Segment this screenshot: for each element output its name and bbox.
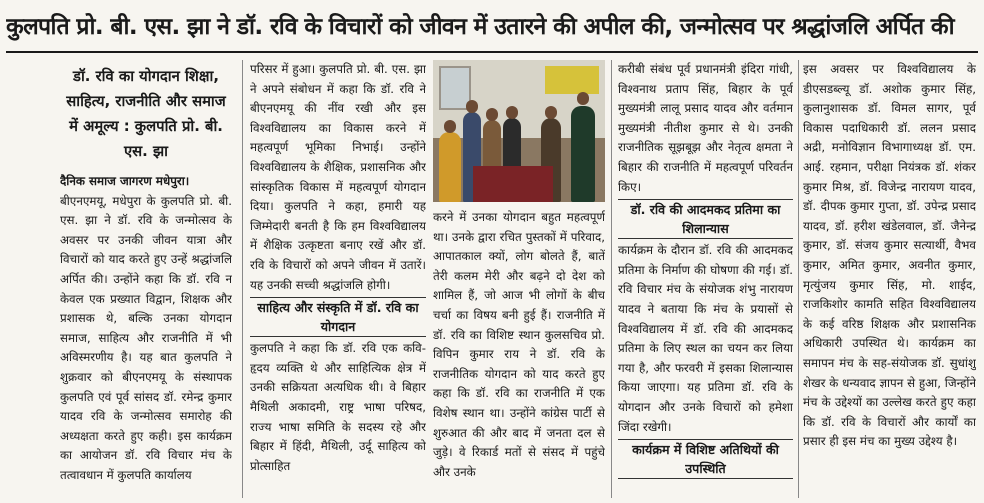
column-5 — [803, 60, 976, 500]
person-4-head — [506, 106, 518, 119]
column-4-subhead-2: कार्यक्रम में विशिष्ट अतिथियों की उपस्थिति — [618, 439, 793, 479]
column-1 — [60, 60, 232, 500]
column-3 — [433, 208, 605, 500]
column-4-subhead-1: डॉ. रवि की आदमकद प्रतिमा का शिलान्यास — [618, 199, 793, 239]
person-6 — [571, 106, 595, 202]
photo-table — [473, 166, 553, 202]
column-divider — [242, 60, 243, 498]
photo-banner — [545, 66, 599, 94]
news-photo — [433, 60, 605, 202]
column-1-subhead: डॉ. रवि का योगदान शिक्षा, साहित्य, राजनीति और समाज में अमूल्य : कुलपति प्रो. बी. एस. झा — [66, 68, 226, 160]
column-4 — [618, 60, 793, 500]
column-divider — [611, 60, 612, 498]
person-1 — [439, 132, 461, 202]
column-4-body-1: करीबी संबंध पूर्व प्रधानमंत्री इंदिरा गांधी, विश्वनाथ प्रताप सिंह, बिहार के पूर्व मुख्यमंत्री लालू प्रसाद यादव और वर्तमान मुख्यमंत्री नीतीश कुमार से थे। उनकी राजनीतिक सूझबूझ और नेतृत्व क्षमता ने बिहार की राजनीति में महत्वपूर्ण परिवर्तन किए। — [618, 62, 793, 194]
column-2 — [250, 60, 426, 500]
column-3-body: करने में उनका योगदान बहुत महत्वपूर्ण था। उनके द्वारा रचित पुस्तकों में परिवाद, आपातकाल क्यों, लोग बोलते हैं, बातें तेरी कलम मेरी और बढ़ने दो देश को शामिल हैं, जो आज भी लोगों के बीच चर्चा का विषय बनी हुई हैं। राजनीति में डॉ. रवि का विशिष्ट स्थान कुलसचिव प्रो. विपिन कुमार राय ने डॉ. रवि के राजनीतिक योगदान को याद करते हुए कहा कि डॉ. रवि का राजनीति में एक विशेष स्थान था। उन्होंने कांग्रेस पार्टी से शुरुआत की और बाद में जनता दल से जुड़े। वे रिकार्ड मतों से संसद में पहुंचे और उनके — [433, 210, 605, 479]
person-1-head — [444, 120, 456, 133]
headline-rule — [6, 51, 978, 53]
column-2-subhead: साहित्य और संस्कृति में डॉ. रवि का योगदान — [250, 297, 426, 337]
person-6-head — [577, 92, 589, 105]
person-5-head — [545, 106, 557, 119]
person-3-head — [486, 108, 498, 121]
column-4-body-2: कार्यक्रम के दौरान डॉ. रवि की आदमकद प्रतिमा के निर्माण की घोषणा की गई। डॉ. रवि विचार मंच के संयोजक शंभु नारायण यादव ने बताया कि मंच के प्रयासों से विश्वविद्यालय में डॉ. रवि की आदमकद प्रतिमा के लिए स्थल का चयन कर लिया गया है, और फरवरी में इसका शिलान्यास किया जाएगा। यह प्रतिमा डॉ. रवि के योगदान और उनके विचारों को हमेशा जिंदा रखेगी। — [618, 243, 793, 434]
column-1-body: बीएनएमयू, मधेपुरा के कुलपति प्रो. बी. एस. झा ने डॉ. रवि के जन्मोत्सव के अवसर पर उनकी जीवन यात्रा और विचारों को याद करते हुए उन्हें श्रद्धांजलि अर्पित की। उन्होंने कहा कि डॉ. रवि न केवल एक प्रख्यात विद्वान, शिक्षक और प्रशासक थे, बल्कि उनका योगदान समाज, साहित्य और राजनीति में भी अविस्मरणीय है। यह बात कुलपति ने शुक्रवार को बीएनएमयू के संस्थापक कुलपति एवं पूर्व सांसद डॉ. रमेन्द्र कुमार यादव रवि के जन्मोत्सव समारोह की अध्यक्षता करते हुए कही। इस कार्यक्रम का आयोजन डॉ. रवि विचार मंच के तत्वावधान में कुलपति कार्यालय — [60, 193, 232, 482]
dateline: दैनिक समाज जागरण मधेपुरा। — [60, 174, 190, 188]
column-2-body-1: परिसर में हुआ। कुलपति प्रो. बी. एस. झा ने अपने संबोधन में कहा कि डॉ. रवि ने बीएनएमयू की नींव रखी और इस विश्वविद्यालय का विकास करने में महत्वपूर्ण भूमिका निभाई। उन्होंने विश्वविद्यालय के शैक्षिक, प्रशासनिक और सांस्कृतिक विकास में महत्वपूर्ण योगदान दिया। कुलपति ने कहा, हमारी यह जिम्मेदारी बनती है कि हम विश्वविद्यालय में शैक्षिक उत्कृष्टता बनाए रखें और डॉ. रवि के विचारों को अपने जीवन में उतारें। यह उनकी सच्ची श्रद्धांजलि होगी। — [250, 62, 426, 292]
headline: कुलपति प्रो. बी. एस. झा ने डॉ. रवि के विचारों को जीवन में उतारने की अपील की, जन्मोत्सव पर श्रद्धांजलि अर्पित की — [6, 14, 954, 40]
column-divider — [798, 60, 799, 498]
column-5-body: इस अवसर पर विश्वविद्यालय के डीएसडब्ल्यू डॉ. अशोक कुमार सिंह, कुलानुशासक डॉ. विमल सागर, पूर्व विकास पदाधिकारी डॉ. ललन प्रसाद अद्री, मनोविज्ञान विभागाध्यक्ष डॉ. एम. आई. रहमान, परीक्षा नियंत्रक डॉ. शंकर कुमार मिश्र, डॉ. विजेन्द्र नारायण यादव, डॉ. दीपक कुमार गुप्ता, डॉ. उपेन्द्र प्रसाद यादव, डॉ. हरीश खंडेलवाल, डॉ. जैनेन्द्र कुमार, डॉ. संजय कुमार सत्यार्थी, वैभव कुमार, अमित कुमार, अवनीत कुमार, मृत्युंजय कुमार सिंह, मो. शाईद, राजकिशोर कामति सहित विश्वविद्यालय के कई वरिष्ठ शिक्षक और प्रशासनिक अधिकारी उपस्थित थे। कार्यक्रम का समापन मंच के सह-संयोजक डॉ. सुधांशु शेखर के धन्यवाद ज्ञापन से हुआ, जिन्होंने मंच के उद्देश्यों का उल्लेख करते हुए कहा कि डॉ. रवि के विचारों और कार्यों का प्रसार ही इस मंच का मुख्य उद्देश्य है। — [803, 62, 976, 449]
column-2-body-2: कुलपति ने कहा कि डॉ. रवि एक कवि-हृदय व्यक्ति थे और साहित्यिक क्षेत्र में उनकी सक्रियता अत्यधिक थी। वे बिहार मैथिली अकादमी, राष्ट्र भाषा परिषद, राज्य भाषा समिति के सदस्य रहे और बिहार में हिंदी, मैथिली, उर्दू साहित्य को प्रोत्साहित — [250, 341, 426, 473]
person-2-head — [466, 100, 478, 113]
